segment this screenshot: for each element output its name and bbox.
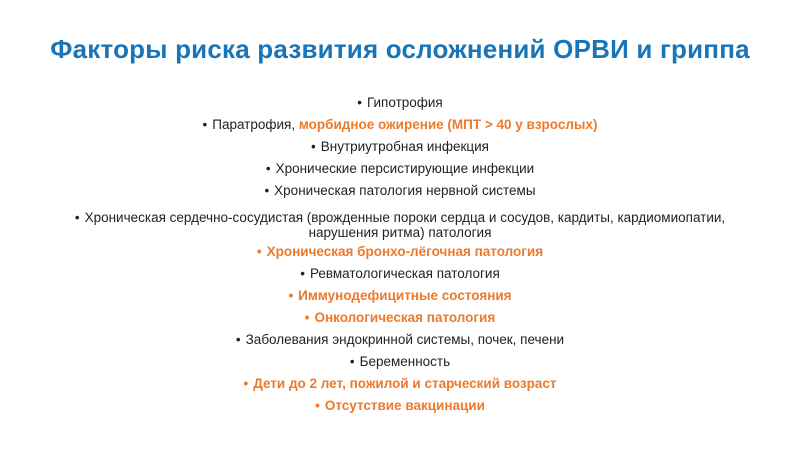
list-item-text: Гипотрофия: [366, 95, 443, 110]
list-item-text: Хроническая бронхо-лёгочная патология: [266, 244, 544, 259]
bullet-icon: •: [202, 117, 208, 132]
list-item-highlight: морбидное ожирение (МПТ > 40 у взрослых): [298, 117, 598, 132]
list-item: [60, 117, 740, 132]
bullet-icon: •: [74, 210, 80, 225]
bullet-icon: •: [265, 161, 271, 176]
list-item: [60, 354, 740, 369]
list-item-text: Иммунодефицитные состояния: [298, 288, 512, 303]
risk-factor-list: [60, 95, 740, 413]
list-item-text: Внутриутробная инфекция: [320, 139, 489, 154]
list-item-text: Хроническая патология нервной системы: [274, 183, 536, 198]
list-item: [60, 244, 740, 259]
list-item: [60, 332, 740, 347]
bullet-icon: •: [288, 288, 294, 303]
bullet-icon: •: [300, 266, 305, 281]
bullet-icon: •: [235, 332, 241, 347]
list-item: [60, 310, 740, 325]
bullet-icon: •: [304, 310, 310, 325]
list-item: [60, 95, 740, 110]
bullet-icon: •: [349, 354, 355, 369]
list-item: [60, 161, 740, 176]
list-item: [60, 376, 740, 391]
list-item-text: Отсутствие вакцинации: [324, 398, 485, 413]
bullet-icon: •: [311, 139, 316, 154]
slide-title: Факторы риска развития осложнений ОРВИ и гриппа: [50, 34, 750, 64]
bullet-icon: •: [264, 183, 270, 198]
list-item-text: Хроническая сердечно-сосудистая (врожденные пороки сердца и сосудов, кардиты, кардиомиопатии, нарушения ритма) патология: [84, 210, 726, 240]
list-item: [60, 139, 740, 154]
list-item-text: Ревматологическая патология: [309, 266, 500, 281]
list-item: [60, 266, 740, 281]
list-item: [60, 288, 740, 303]
bullet-icon: •: [315, 398, 320, 413]
list-item: [60, 210, 740, 240]
list-item-text: Онкологическая патология: [314, 310, 496, 325]
list-item-text: Паратрофия,: [212, 117, 299, 132]
list-item: [60, 183, 740, 198]
bullet-icon: •: [243, 376, 249, 391]
list-item-text: Беременность: [359, 354, 451, 369]
list-item-text: Заболевания эндокринной системы, почек, печени: [245, 332, 565, 347]
list-item: [60, 398, 740, 413]
list-item-text: Дети до 2 лет, пожилой и старческий возраст: [253, 376, 557, 391]
list-item-text: Хронические персистирующие инфекции: [275, 161, 535, 176]
bullet-icon: •: [256, 244, 262, 259]
bullet-icon: •: [357, 95, 362, 110]
